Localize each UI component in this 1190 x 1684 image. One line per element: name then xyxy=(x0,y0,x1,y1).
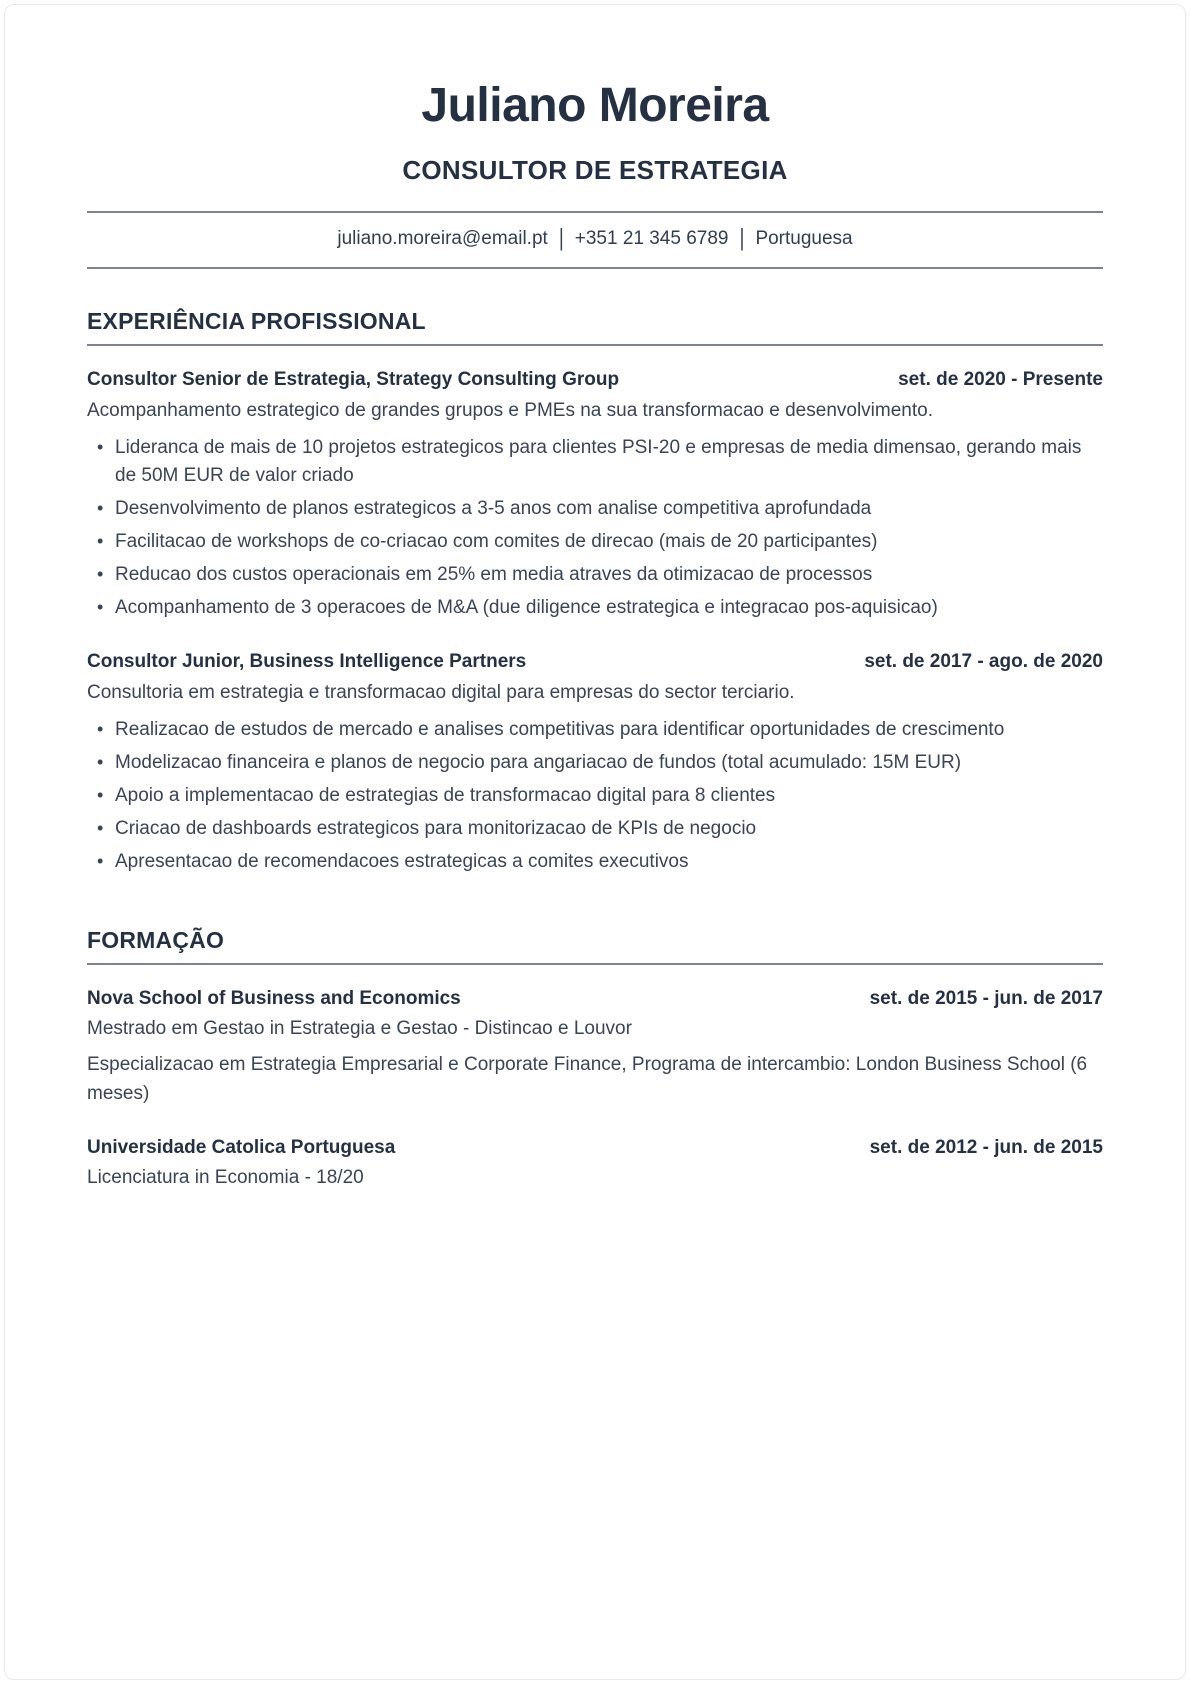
job-title: Consultor Senior de Estrategia, Strategy Consulting Group xyxy=(87,369,620,390)
job-title: Consultor Junior, Business Intelligence Partners xyxy=(87,651,527,672)
school-details: Especializacao em Estrategia Empresarial e Corporate Finance, Programa de intercambio: London Business School (6 meses) xyxy=(87,1054,1088,1104)
job-bullet: • Lideranca de mais de 10 projetos estrategicos para clientes PSI-20 e empresas de media dimensao, gerando mais de 50M EUR de valor criado xyxy=(115,434,1103,490)
candidate-name: Juliano Moreira xyxy=(421,79,769,132)
job-dates: set. de 2020 - Presente xyxy=(898,369,1103,390)
section-heading-experience: EXPERIÊNCIA PROFISSIONAL xyxy=(87,308,426,334)
job-bullet: • Modelizacao financeira e planos de negocio para angariacao de fundos (total acumulado: 15M EUR) xyxy=(115,749,1103,777)
experience-entry xyxy=(87,367,1103,622)
education-entry xyxy=(87,986,1103,1108)
job-bullet: • Criacao de dashboards estrategicos para monitorizacao de KPIs de negocio xyxy=(115,815,1103,843)
resume-header xyxy=(87,79,1103,269)
section-education xyxy=(87,926,1103,1192)
section-divider xyxy=(87,344,1103,346)
section-experience xyxy=(87,307,1103,876)
job-summary: Consultoria em estrategia e transformacao digital para empresas do sector terciario. xyxy=(87,682,795,703)
school-name: Nova School of Business and Economics xyxy=(87,988,461,1009)
contact-line xyxy=(87,213,1103,267)
school-name: Universidade Catolica Portuguesa xyxy=(87,1137,396,1158)
school-dates: set. de 2012 - jun. de 2015 xyxy=(869,1137,1103,1158)
contact-phone: +351 21 345 6789 xyxy=(574,228,729,249)
experience-entry-header xyxy=(87,367,1103,392)
contact-email: juliano.moreira@email.pt xyxy=(337,228,548,249)
job-bullet: • Apoio a implementacao de estrategias de transformacao digital para 8 clientes xyxy=(115,782,1103,810)
job-dates: set. de 2017 - ago. de 2020 xyxy=(864,651,1103,672)
job-summary: Acompanhamento estrategico de grandes grupos e PMEs na sua transformacao e desenvolvimento. xyxy=(87,400,933,421)
contact-divider xyxy=(87,267,1103,269)
contact-nationality: Portuguesa xyxy=(755,228,853,249)
contact-separator: | xyxy=(739,225,745,252)
candidate-job-title: CONSULTOR DE ESTRATEGIA xyxy=(402,155,788,185)
experience-entry xyxy=(87,649,1103,876)
school-dates: set. de 2015 - jun. de 2017 xyxy=(869,988,1103,1009)
job-bullet: • Reducao dos custos operacionais em 25% em media atraves da otimizacao de processos xyxy=(115,561,1103,589)
education-entry xyxy=(87,1135,1103,1192)
education-entry-header xyxy=(87,1135,1103,1160)
job-bullet-list xyxy=(87,434,1103,622)
education-entry-header xyxy=(87,986,1103,1011)
section-divider xyxy=(87,963,1103,965)
school-degree: Licenciatura in Economia - 18/20 xyxy=(87,1167,364,1188)
job-bullet: • Apresentacao de recomendacoes estrategicas a comites executivos xyxy=(115,848,1103,876)
job-bullet-list xyxy=(87,716,1103,876)
contact-separator: | xyxy=(558,225,564,252)
job-bullet: • Facilitacao de workshops de co-criacao com comites de direcao (mais de 20 participantes) xyxy=(115,528,1103,556)
resume-page xyxy=(4,4,1186,1680)
job-bullet: • Realizacao de estudos de mercado e analises competitivas para identificar oportunidades de crescimento xyxy=(115,716,1103,744)
experience-entry-header xyxy=(87,649,1103,674)
job-bullet: • Acompanhamento de 3 operacoes de M&A (due diligence estrategica e integracao pos-aquisicao) xyxy=(115,594,1103,622)
job-bullet: • Desenvolvimento de planos estrategicos a 3-5 anos com analise competitiva aprofundada xyxy=(115,495,1103,523)
school-degree: Mestrado em Gestao in Estrategia e Gestao - Distincao e Louvor xyxy=(87,1018,632,1039)
section-heading-education: FORMAÇÃO xyxy=(87,927,225,953)
